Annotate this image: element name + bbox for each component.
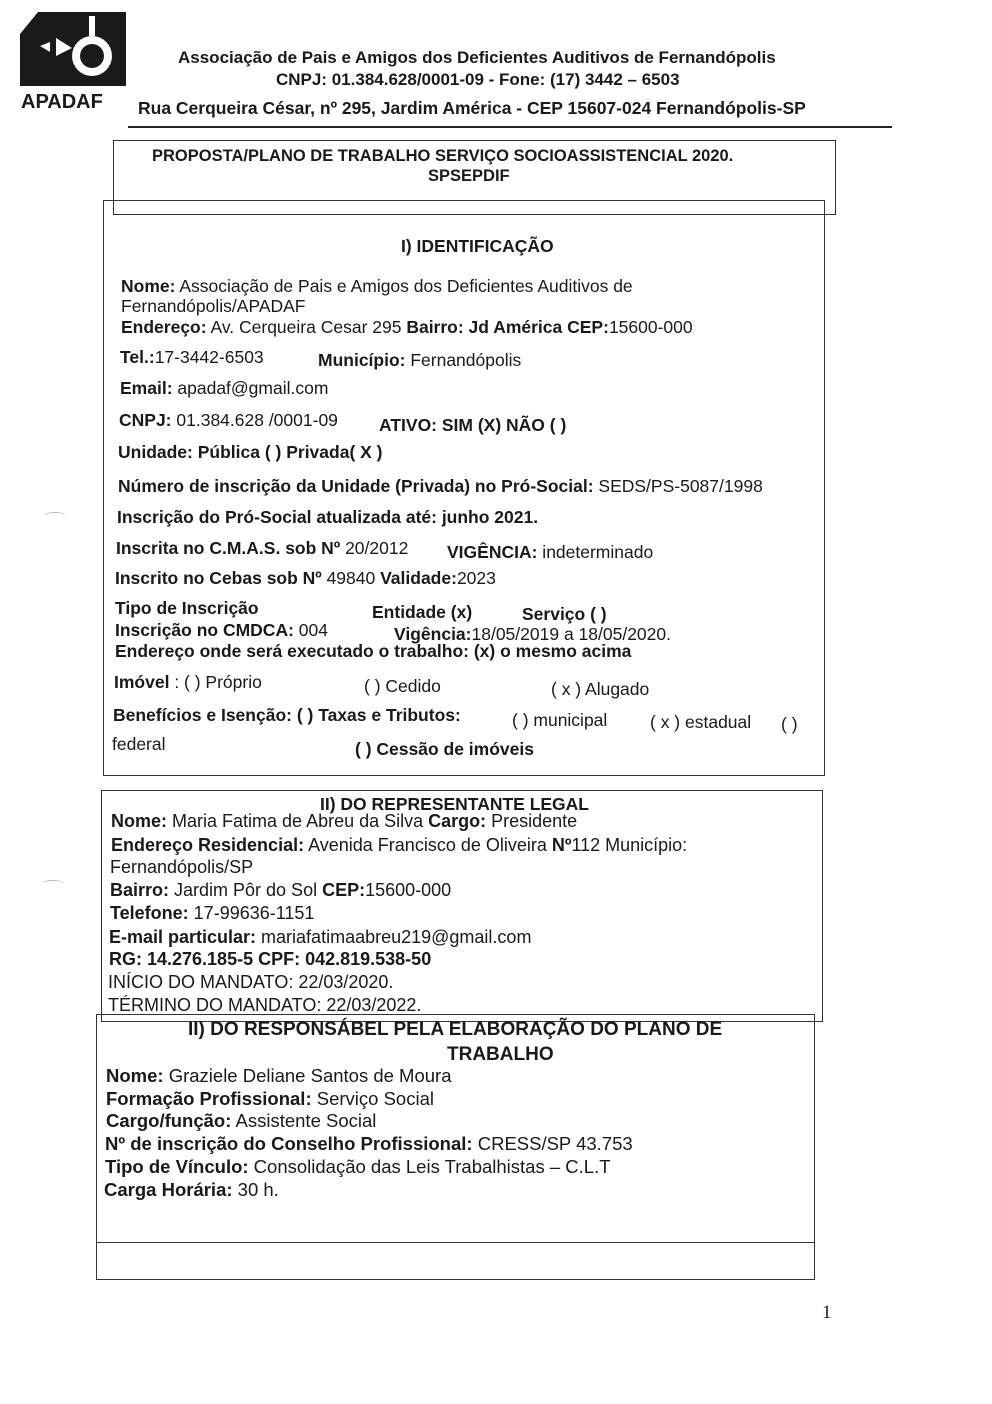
prosocial-row: Inscrição do Pró-Social atualizada até: junho 2021. [117, 507, 539, 527]
beneficio-federal-box: ( ) [781, 714, 798, 734]
page-number: 1 [822, 1302, 832, 1323]
responsavel-heading: II) DO RESPONSÁBEL PELA ELABORAÇÃO DO PLANO DE [188, 1019, 723, 1040]
resp-conselho-row: Nº de inscrição do Conselho Profissional: CRESS/SP 43.753 [105, 1133, 633, 1154]
logo-wordmark: APADAF [21, 91, 103, 112]
cmdca-vigencia: Vigência:18/05/2019 a 18/05/2020. [394, 624, 671, 644]
org-cnpj-phone: CNPJ: 01.384.628/0001-09 - Fone: (17) 3442 – 6503 [276, 70, 680, 89]
resp-cargo-row: Cargo/função: Assistente Social [106, 1110, 377, 1131]
rep-municipio-row: Fernandópolis/SP [110, 857, 254, 877]
rep-termino-mandato: TÉRMINO DO MANDATO: 22/03/2022. [108, 995, 422, 1015]
responsavel-heading-cont: TRABALHO [447, 1044, 554, 1065]
tipo-inscricao-label: Tipo de Inscrição [115, 598, 259, 618]
cebas-row: Inscrito no Cebas sob Nº 49840 Validade:2023 [115, 568, 496, 588]
inscricao-unidade-row: Número de inscrição da Unidade (Privada) no Pró-Social: SEDS/PS-5087/1998 [118, 476, 763, 496]
scan-mark [42, 880, 64, 887]
cmdca-row: Inscrição no CMDCA: 004 [115, 620, 328, 640]
document-subtitle: SPSEPDIF [428, 167, 510, 185]
header-rule [128, 126, 892, 128]
tel-row: Tel.:17-3442-6503 [120, 347, 264, 367]
servico-option: Serviço ( ) [522, 604, 607, 624]
ativo-status: ATIVO: SIM (X) NÃO ( ) [379, 415, 567, 435]
beneficio-federal: federal [112, 734, 166, 754]
email-row: Email: apadaf@gmail.com [120, 378, 329, 398]
rep-documents-row: RG: 14.276.185-5 CPF: 042.819.538-50 [109, 949, 432, 969]
municipio-row: Município: Fernandópolis [318, 350, 522, 370]
rep-bairro-row: Bairro: Jardim Pôr do Sol CEP:15600-000 [110, 880, 452, 900]
org-address: Rua Cerqueira César, nº 295, Jardim América - CEP 15607-024 Fernandópolis-SP [138, 98, 806, 118]
rep-telefone-row: Telefone: 17-99636-1151 [110, 903, 315, 923]
cmas-vigencia: VIGÊNCIA: indeterminado [447, 542, 654, 562]
rep-endereco-row: Endereço Residencial: Avenida Francisco de Oliveira Nº112 Município: [111, 835, 688, 855]
resp-carga-row: Carga Horária: 30 h. [104, 1179, 279, 1200]
responsavel-divider [96, 1242, 815, 1243]
endereco-row: Endereço: Av. Cerqueira Cesar 295 Bairro: Jd América CEP:15600-000 [121, 317, 693, 337]
imovel-cedido: ( ) Cedido [364, 676, 441, 696]
document-title: PROPOSTA/PLANO DE TRABALHO SERVIÇO SOCIOASSISTENCIAL 2020. [152, 147, 734, 165]
resp-nome-row: Nome: Graziele Deliane Santos de Moura [106, 1065, 452, 1086]
imovel-row: Imóvel : ( ) Próprio [114, 672, 262, 692]
beneficio-municipal: ( ) municipal [512, 710, 608, 730]
nome-row: Nome: Associação de Pais e Amigos dos Deficientes Auditivos de [121, 276, 633, 296]
scan-mark [44, 512, 66, 519]
beneficio-cessao: ( ) Cessão de imóveis [355, 739, 534, 759]
beneficios-row: Benefícios e Isenção: ( ) Taxas e Tributos: [113, 705, 461, 725]
cmas-row: Inscrita no C.M.A.S. sob Nº 20/2012 [116, 538, 409, 558]
nome-row-cont: Fernandópolis/APADAF [121, 296, 306, 316]
rep-nome-row: Nome: Maria Fatima de Abreu da Silva Cargo: Presidente [111, 811, 578, 831]
rep-inicio-mandato: INÍCIO DO MANDATO: 22/03/2020. [108, 972, 394, 992]
cnpj-row: CNPJ: 01.384.628 /0001-09 [119, 410, 338, 430]
endereco-execucao-row: Endereço onde será executado o trabalho: (x) o mesmo acima [115, 641, 632, 661]
entidade-option: Entidade (x) [372, 602, 473, 622]
resp-vinculo-row: Tipo de Vínculo: Consolidação das Leis Trabalhistas – C.L.T [105, 1156, 611, 1177]
org-name: Associação de Pais e Amigos dos Deficientes Auditivos de Fernandópolis [178, 48, 776, 67]
representante-heading: II) DO REPRESENTANTE LEGAL [320, 794, 589, 814]
resp-formacao-row: Formação Profissional: Serviço Social [106, 1088, 434, 1109]
unidade-row: Unidade: Pública ( ) Privada( X ) [118, 442, 383, 462]
beneficio-estadual: ( x ) estadual [650, 712, 752, 732]
imovel-alugado: ( x ) Alugado [551, 679, 650, 699]
identificacao-heading: I) IDENTIFICAÇÃO [401, 236, 554, 256]
rep-email-row: E-mail particular: mariafatimaabreu219@gmail.com [109, 927, 532, 947]
apadaf-logo [20, 12, 126, 112]
